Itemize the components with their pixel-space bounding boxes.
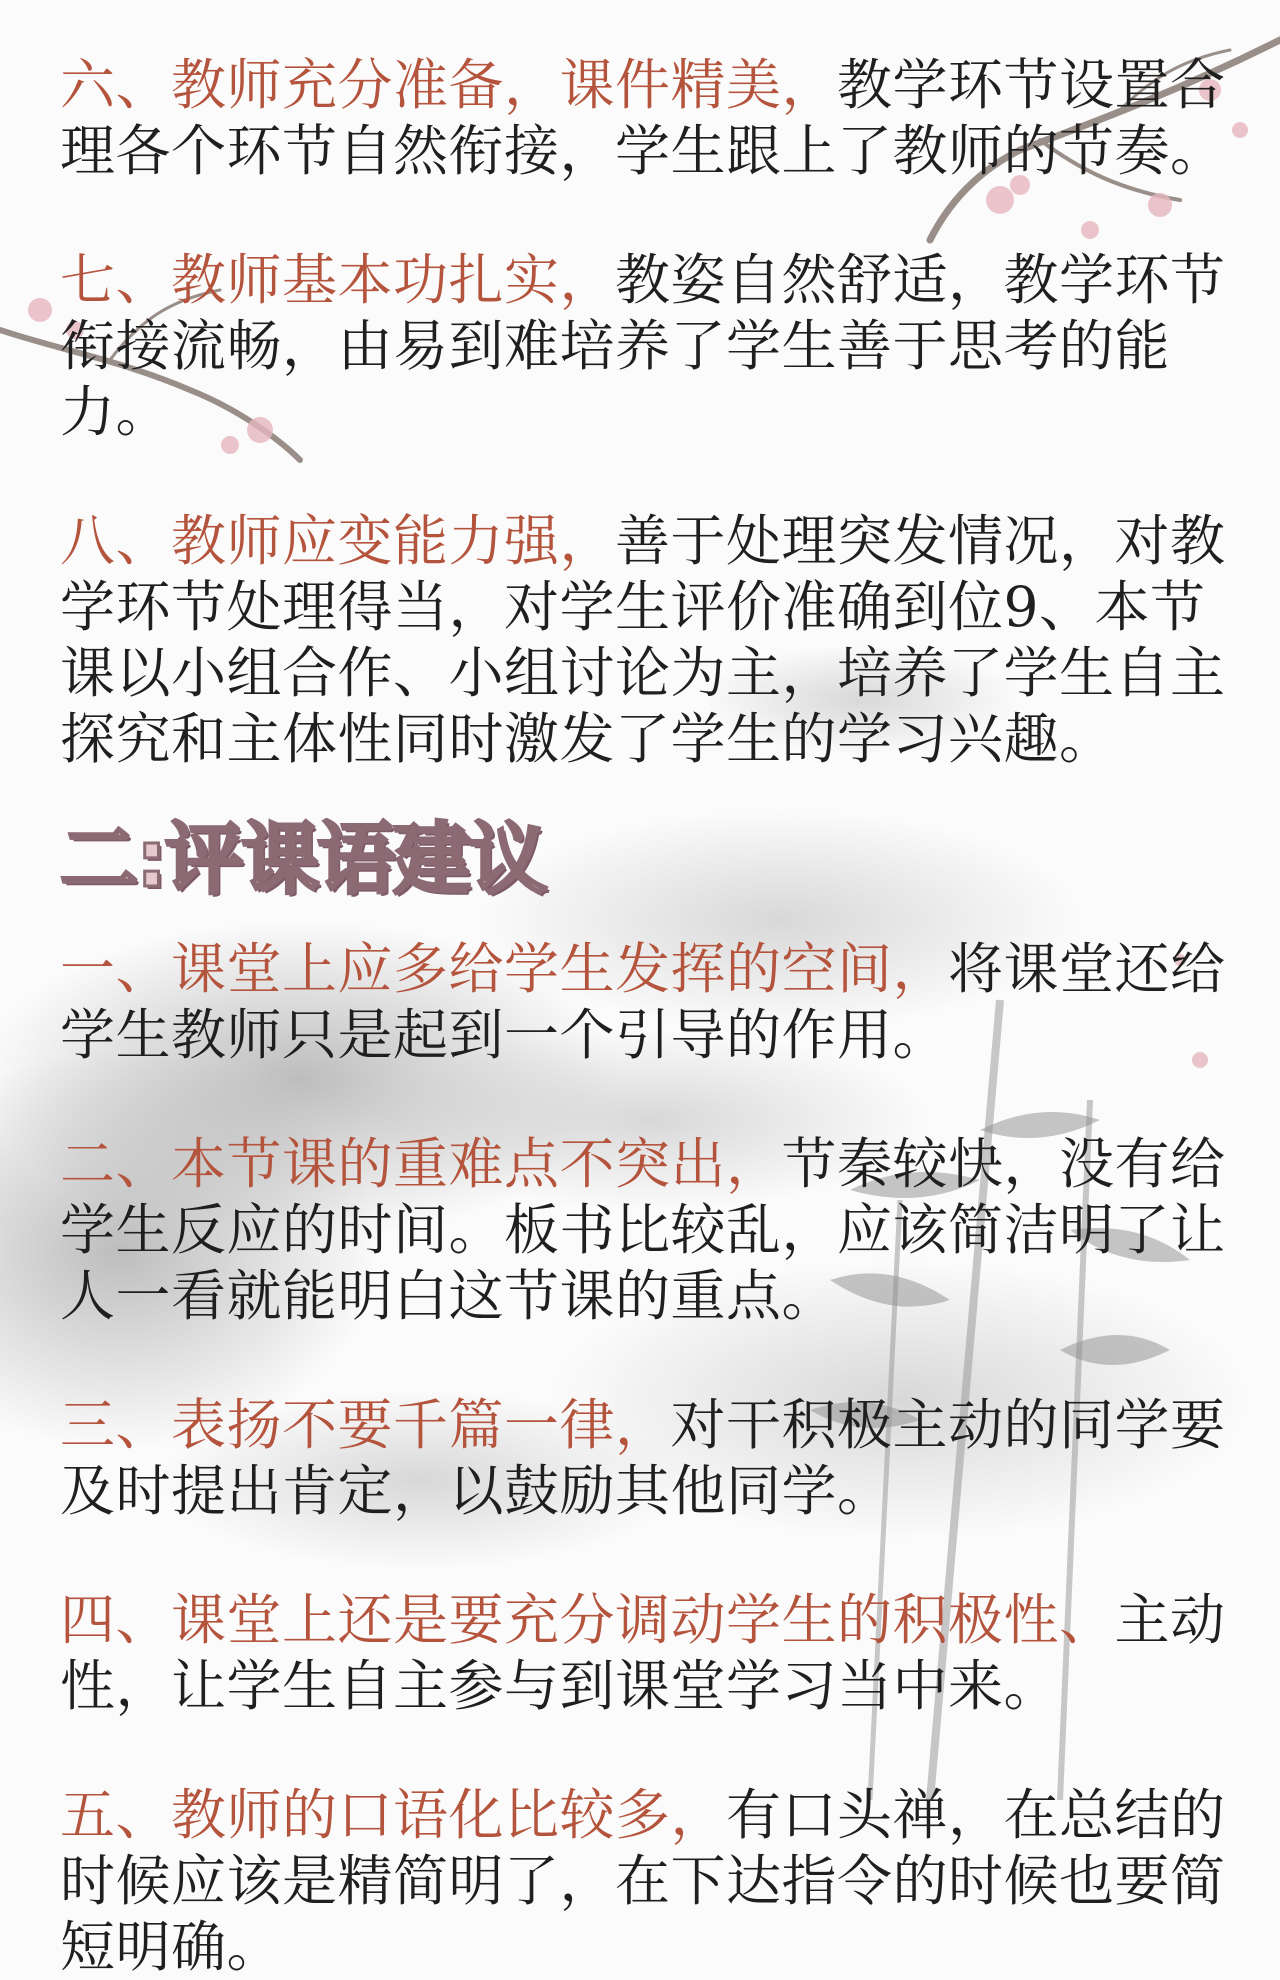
paragraph-lead: 四、课堂上还是要充分调动学生的积极性、 (60, 1588, 1115, 1652)
paragraph-text: 将课堂还给学生教师只是起到一个引导的作用。 (60, 937, 1226, 1067)
paragraph-lead: 七、教师基本功扎实， (60, 248, 616, 312)
paragraph-text: 教姿自然舒适，教学环节衔接流畅，由易到难培养了学生善于思考的能力。 (60, 248, 1226, 444)
paragraph-text: 有口头禅，在总结的时候应该是精简明了，在下达指令的时候也要简短明确。 (60, 1783, 1226, 1979)
suggestion-item-3 (60, 1392, 1230, 1524)
paragraph-text: 善于处理突发情况，对教学环节处理得当，对学生评价准确到位9、本节课以小组合作、小组讨论为主，培养了学生自主探究和主体性同时激发了学生的学习兴趣。 (60, 509, 1226, 771)
paragraph-item-8 (60, 508, 1230, 772)
paragraph-item-6 (60, 52, 1230, 184)
paragraph-text: 对干积极主动的同学要及时提出肯定，以鼓励其他同学。 (60, 1393, 1226, 1523)
article-body (60, 52, 1230, 1980)
paragraph-lead: 六、教师充分准备，课件精美， (60, 53, 838, 117)
paragraph-lead: 五、教师的口语化比较多， (60, 1783, 727, 1847)
paragraph-lead: 二、本节课的重难点不突出， (60, 1132, 782, 1196)
suggestion-item-1 (60, 936, 1230, 1068)
suggestion-item-5 (60, 1782, 1230, 1980)
paragraph-item-7 (60, 247, 1230, 445)
paragraph-text: 教学环节设置合理各个环节自然衔接，学生跟上了教师的节奏。 (60, 53, 1226, 183)
paragraph-text: 节秦较快，没有给学生反应的时间。板书比较乱，应该简洁明了让人一看就能明白这节课的重点。 (60, 1132, 1226, 1328)
section-heading: 二:评课语建议 (60, 815, 546, 905)
suggestion-item-4 (60, 1587, 1230, 1719)
suggestion-item-2 (60, 1131, 1230, 1329)
paragraph-text: 主动性，让学生自主参与到课堂学习当中来。 (60, 1588, 1226, 1718)
paragraph-lead: 一、课堂上应多给学生发挥的空间， (60, 937, 949, 1001)
paragraph-lead: 八、教师应变能力强， (60, 509, 616, 573)
paragraph-lead: 三、表扬不要千篇一律， (60, 1393, 671, 1457)
